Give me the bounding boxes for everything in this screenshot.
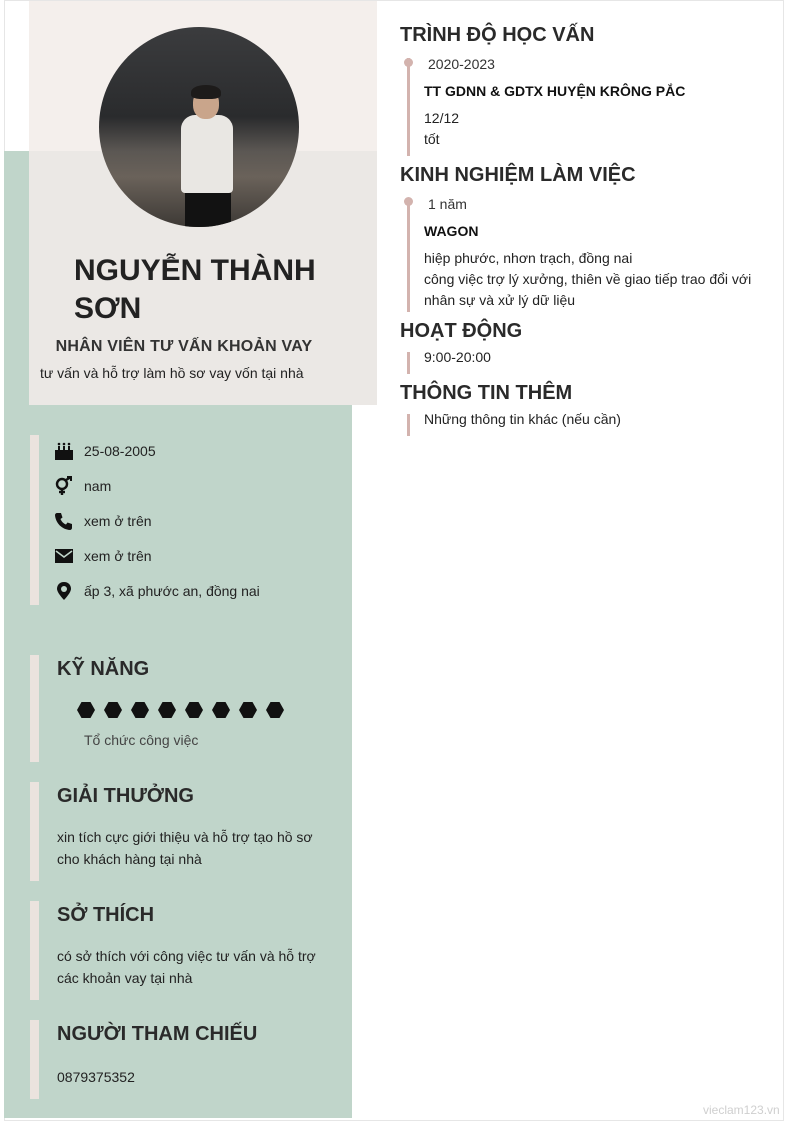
activities-text: 9:00-20:00 bbox=[424, 349, 491, 365]
hobbies-accent-bar bbox=[30, 901, 39, 1000]
experience-timeline-dot bbox=[404, 197, 413, 206]
additional-info-text: Những thông tin khác (nếu cần) bbox=[424, 411, 621, 427]
contact-birthday-text: 25-08-2005 bbox=[84, 443, 156, 459]
contact-birthday bbox=[54, 440, 156, 462]
contact-phone-text: xem ở trên bbox=[84, 513, 152, 529]
phone-icon bbox=[54, 511, 74, 531]
education-timeline bbox=[407, 58, 410, 156]
awards-text: xin tích cực giới thiệu và hỗ trợ tạo hồ sơ cho khách hàng tại nhà bbox=[57, 829, 313, 867]
education-note: tốt bbox=[424, 131, 440, 147]
references-text: 0879375352 bbox=[57, 1069, 135, 1085]
candidate-name: NGUYỄN THÀNH SƠN bbox=[74, 254, 316, 325]
hobbies-text: có sở thích với công việc tư vấn và hỗ trợ các khoản vay tại nhà bbox=[57, 948, 316, 986]
avatar-person-legs bbox=[185, 191, 231, 227]
experience-company: WAGON bbox=[424, 223, 479, 239]
additional-info-title: THÔNG TIN THÊM bbox=[400, 382, 573, 404]
skills-accent-bar bbox=[30, 655, 39, 762]
avatar-person-body bbox=[181, 115, 233, 193]
contact-address-text: ấp 3, xã phước an, đồng nai bbox=[84, 583, 260, 599]
education-period: 2020-2023 bbox=[428, 56, 495, 72]
references-title: NGƯỜI THAM CHIẾU bbox=[57, 1023, 258, 1045]
skills-title: KỸ NĂNG bbox=[57, 658, 150, 680]
contact-accent-bar bbox=[30, 435, 39, 605]
contact-address bbox=[54, 580, 260, 602]
contact-email-text: xem ở trên bbox=[84, 548, 152, 564]
education-timeline-dot bbox=[404, 58, 413, 67]
experience-title: KINH NGHIỆM LÀM VIỆC bbox=[400, 164, 636, 186]
additional-info-timeline bbox=[407, 414, 410, 436]
experience-location: hiệp phước, nhơn trạch, đồng nai bbox=[424, 250, 633, 266]
skill-rating bbox=[77, 702, 284, 718]
contact-phone bbox=[54, 510, 152, 532]
skill-level-hexagon bbox=[131, 702, 149, 718]
location-pin-icon bbox=[54, 581, 74, 601]
skill-level-hexagon bbox=[239, 702, 257, 718]
activities-title: HOẠT ĐỘNG bbox=[400, 320, 523, 342]
education-school: TT GDNN & GDTX HUYỆN KRÔNG PẮC bbox=[424, 83, 686, 99]
experience-timeline bbox=[407, 198, 410, 312]
avatar-person-hair bbox=[191, 85, 221, 99]
skill-level-hexagon bbox=[158, 702, 176, 718]
job-position: NHÂN VIÊN TƯ VẤN KHOẢN VAY bbox=[55, 338, 313, 355]
career-objective: tư vấn và hỗ trợ làm hồ sơ vay vốn tại nhà bbox=[40, 365, 304, 381]
experience-description: công việc trợ lý xưởng, thiên về giao tiếp trao đổi với nhân sự và xử lý dữ liệu bbox=[424, 271, 752, 308]
contact-gender-text: nam bbox=[84, 478, 112, 494]
hobbies-title: SỞ THÍCH bbox=[57, 904, 155, 926]
watermark: vieclam123.vn bbox=[703, 1103, 780, 1117]
skill-level-hexagon bbox=[266, 702, 284, 718]
references-accent-bar bbox=[30, 1020, 39, 1099]
education-grade: 12/12 bbox=[424, 110, 460, 126]
experience-period: 1 năm bbox=[428, 196, 467, 212]
skill-level-hexagon bbox=[104, 702, 122, 718]
contact-gender bbox=[54, 475, 111, 497]
skill-level-hexagon bbox=[185, 702, 203, 718]
avatar bbox=[99, 27, 299, 227]
skill-level-hexagon bbox=[212, 702, 230, 718]
gender-icon bbox=[54, 476, 74, 496]
email-icon bbox=[54, 546, 74, 566]
education-title: TRÌNH ĐỘ HỌC VẤN bbox=[400, 24, 595, 46]
contact-email bbox=[54, 545, 152, 567]
cake-icon bbox=[54, 441, 74, 461]
skill-level-hexagon bbox=[77, 702, 95, 718]
awards-accent-bar bbox=[30, 782, 39, 881]
awards-title: GIẢI THƯỞNG bbox=[57, 785, 194, 807]
skill-name: Tổ chức công việc bbox=[84, 732, 199, 748]
activities-timeline bbox=[407, 352, 410, 374]
